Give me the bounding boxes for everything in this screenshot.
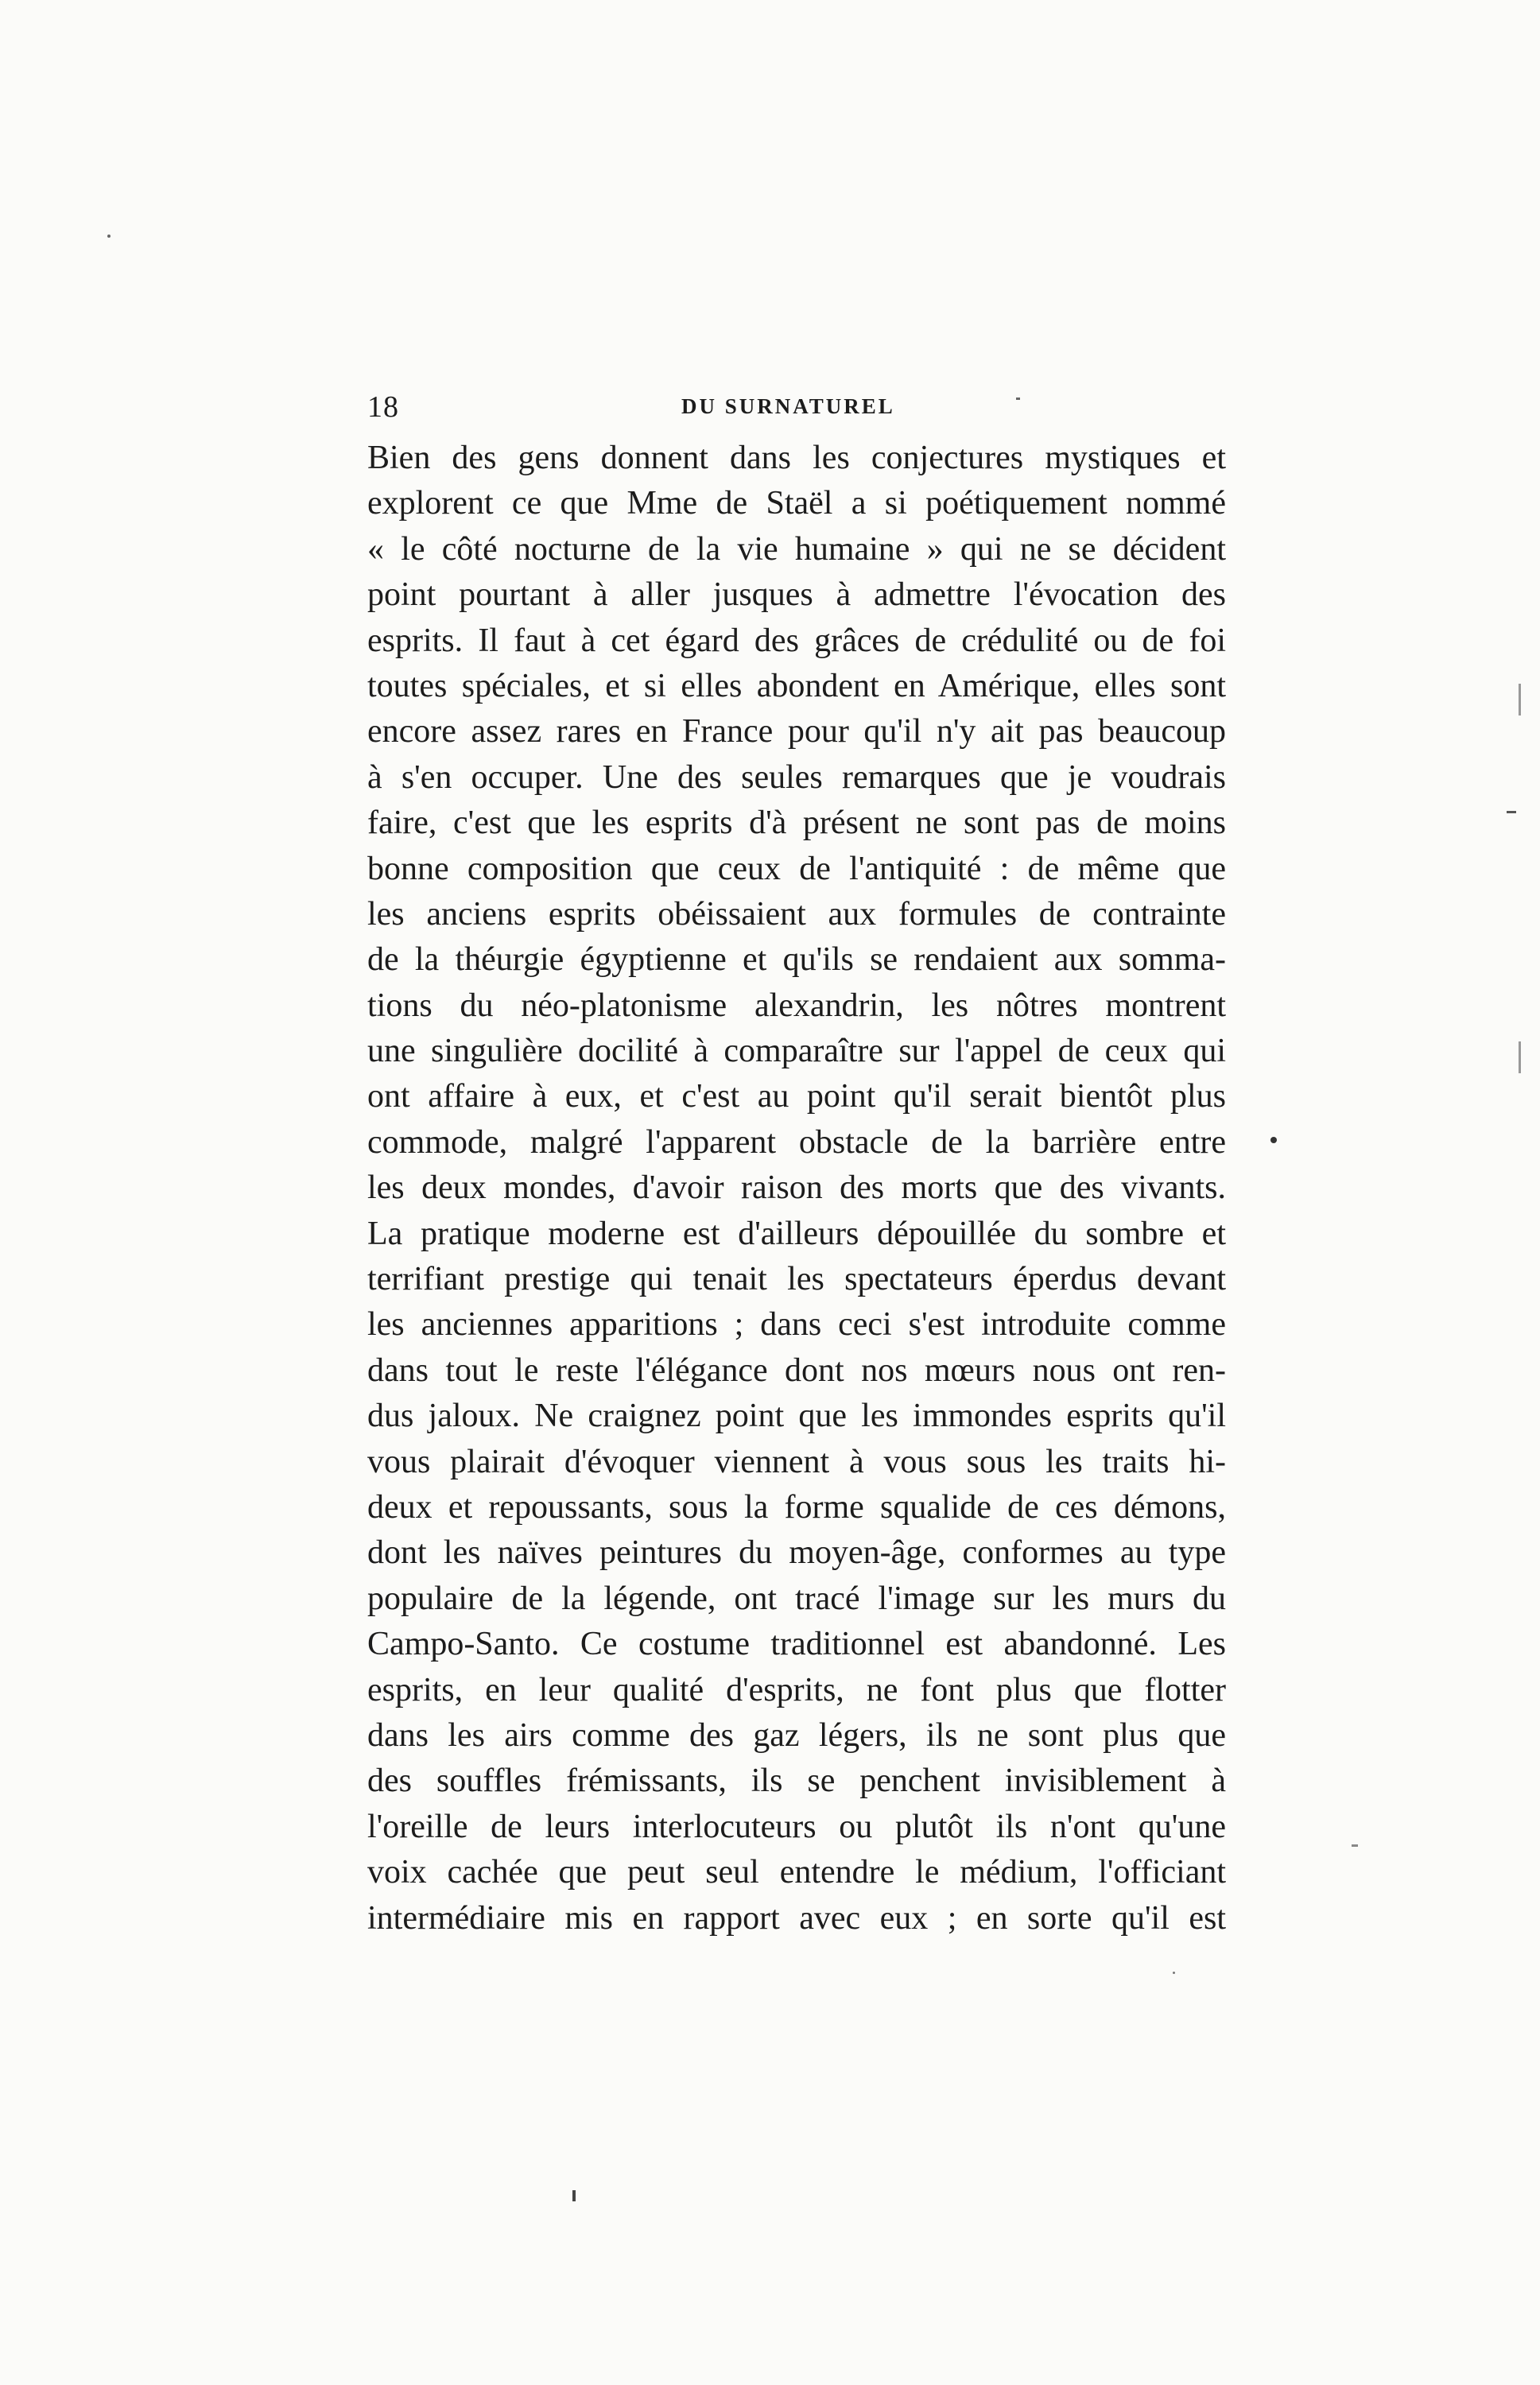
page-number: 18 — [367, 390, 399, 424]
text-line: Campo-Santo. Ce costume traditionnel est abandonné. Les — [367, 1626, 1226, 1663]
scan-speck — [1352, 1844, 1358, 1847]
text-line: tions du néo-platonisme alexandrin, les nôtres montrent — [367, 987, 1226, 1024]
scan-speck — [1016, 398, 1020, 400]
text-line: populaire de la légende, ont tracé l'image sur les murs du — [367, 1580, 1226, 1617]
scan-speck — [1173, 1972, 1175, 1974]
text-line: dus jaloux. Ne craignez point que les immondes esprits qu'il — [367, 1398, 1226, 1435]
scan-speck — [572, 2190, 576, 2201]
scan-speck — [107, 235, 111, 238]
scan-speck — [1270, 1137, 1277, 1143]
scan-speck — [1519, 1041, 1521, 1073]
text-line: à s'en occuper. Une des seules remarques que je voudrais — [367, 758, 1226, 796]
text-line: « le côté nocturne de la vie humaine » qui ne se décident — [367, 530, 1226, 568]
running-header — [367, 390, 1226, 429]
running-title: DU SURNATUREL — [681, 394, 895, 418]
text-line: toutes spéciales, et si elles abondent en Amérique, elles sont — [367, 667, 1226, 704]
text-line: esprits. Il faut à cet égard des grâces de crédulité ou de foi — [367, 622, 1226, 659]
text-line: explorent ce que Mme de Staël a si poétiquement nommé — [367, 485, 1226, 522]
text-line: les anciens esprits obéissaient aux formules de contrainte — [367, 895, 1226, 933]
text-line: Bien des gens donnent dans les conjectures mystiques et — [367, 440, 1226, 476]
text-line: dans les airs comme des gaz légers, ils ne sont plus que — [367, 1716, 1226, 1754]
text-line: intermédiaire mis en rapport avec eux ; en sorte qu'il est — [367, 1899, 1226, 1937]
scan-speck — [1519, 684, 1521, 716]
text-line: encore assez rares en France pour qu'il n'y ait pas beaucoup — [367, 713, 1226, 750]
text-line: terrifiant prestige qui tenait les spectateurs éperdus devant — [367, 1261, 1226, 1298]
text-line: dans tout le reste l'élégance dont nos mœurs nous ont ren- — [367, 1352, 1226, 1389]
text-line: dont les naïves peintures du moyen-âge, conformes au type — [367, 1534, 1226, 1572]
text-line: faire, c'est que les esprits d'à présent ne sont pas de moins — [367, 805, 1226, 842]
text-line: les anciennes apparitions ; dans ceci s'est introduite comme — [367, 1306, 1226, 1344]
scan-speck — [1507, 811, 1516, 813]
text-line: bonne composition que ceux de l'antiquité : de même que — [367, 850, 1226, 887]
text-line: point pourtant à aller jusques à admettre l'évocation des — [367, 576, 1226, 614]
text-line: La pratique moderne est d'ailleurs dépouillée du sombre et — [367, 1215, 1226, 1252]
text-line: ont affaire à eux, et c'est au point qu'il serait bientôt plus — [367, 1078, 1226, 1115]
text-line: voix cachée que peut seul entendre le médium, l'officiant — [367, 1854, 1226, 1891]
text-line: des souffles frémissants, ils se penchent invisiblement à — [367, 1763, 1226, 1800]
text-line: l'oreille de leurs interlocuteurs ou plutôt ils n'ont qu'une — [367, 1808, 1226, 1845]
text-line: les deux mondes, d'avoir raison des morts que des vivants. — [367, 1169, 1226, 1207]
text-line: commode, malgré l'apparent obstacle de la barrière entre — [367, 1123, 1226, 1161]
text-line: vous plairait d'évoquer viennent à vous sous les traits hi- — [367, 1443, 1226, 1480]
text-line: une singulière docilité à comparaître sur l'appel de ceux qui — [367, 1033, 1226, 1070]
text-line: deux et repoussants, sous la forme squalide de ces démons, — [367, 1488, 1226, 1526]
text-line: de la théurgie égyptienne et qu'ils se rendaient aux somma- — [367, 941, 1226, 979]
text-line: esprits, en leur qualité d'esprits, ne font plus que flotter — [367, 1671, 1226, 1708]
body-text — [367, 436, 1226, 1941]
